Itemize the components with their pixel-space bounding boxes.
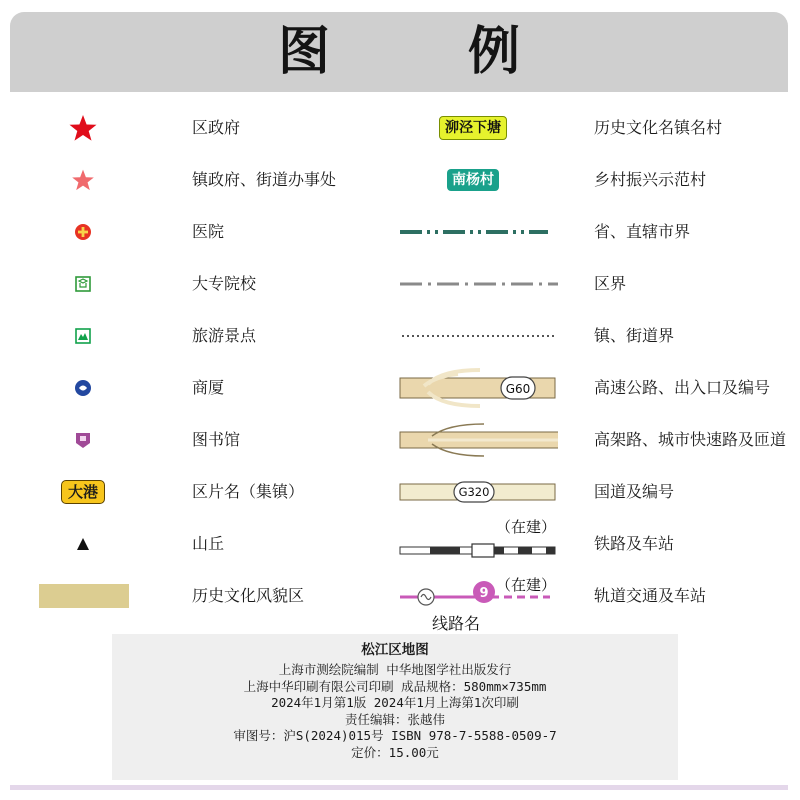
expressway-symbol <box>388 362 558 414</box>
legend-row <box>10 570 788 633</box>
expressway-code: G60 <box>505 382 531 396</box>
legend-label: 区界 <box>594 274 627 293</box>
legend-label: 铁路及车站 <box>594 534 675 553</box>
legend-label: 旅游景点 <box>192 326 257 345</box>
imprint-line: 2024年1月第1版 2024年1月上海第1次印刷 <box>271 695 519 710</box>
legend-label: 镇、街道界 <box>594 326 675 345</box>
legend-label: 山丘 <box>192 534 225 553</box>
imprint-line: 上海中华印刷有限公司印刷 成品规格：580mm×735mm <box>243 678 547 694</box>
legend-label: 镇政府、街道办事处 <box>192 170 337 189</box>
railway-note: （在建） <box>495 518 557 536</box>
imprint-line: 定价：15.00元 <box>351 744 439 760</box>
imprint-line: 上海市测绘院编制 中华地图学社出版发行 <box>278 662 512 677</box>
legend-label: 大专院校 <box>192 274 257 293</box>
imprint-line: 审图号：沪S(2024)015号 ISBN 978-7-5588-0509-7 <box>233 728 557 743</box>
red-star-icon <box>38 102 128 154</box>
legend-label: 医院 <box>192 222 225 241</box>
legend-row <box>10 154 788 206</box>
legend-label: 高速公路、出入口及编号 <box>594 378 771 397</box>
model-village-sample <box>388 154 558 206</box>
railway-symbol <box>388 518 558 570</box>
legend-row <box>10 258 788 310</box>
legend-row <box>10 102 788 154</box>
legend-label: 商厦 <box>192 378 225 397</box>
legend-label: 高架路、城市快速路及匝道 <box>594 430 787 449</box>
legend-row <box>10 206 788 258</box>
legend-label: 省、直辖市界 <box>594 222 691 241</box>
hospital-icon <box>38 206 128 258</box>
mall-icon <box>38 362 128 414</box>
legend-row <box>10 414 788 466</box>
legend-title: 图 例 <box>277 21 581 82</box>
district-name-sample <box>38 466 128 518</box>
district-boundary-line <box>388 258 558 310</box>
legend-header <box>10 12 788 92</box>
district-name-text: 大港 <box>61 480 105 504</box>
province-boundary-line <box>388 206 558 258</box>
metro-line-number: 9 <box>479 586 489 601</box>
library-icon <box>38 414 128 466</box>
metro-note: （在建） <box>495 576 557 594</box>
legend-label: 区政府 <box>192 118 241 137</box>
legend-label: 历史文化名镇名村 <box>594 118 723 137</box>
legend-label: 历史文化风貌区 <box>192 586 305 605</box>
model-village-text: 南杨村 <box>447 169 499 191</box>
imprint-box <box>112 634 678 780</box>
historic-town-text: 泖泾下塘 <box>439 116 507 140</box>
imprint-title: 松江区地图 <box>361 642 429 658</box>
elevated-road-symbol <box>388 414 558 466</box>
national-road-symbol <box>388 466 558 518</box>
historic-area-swatch <box>36 570 132 622</box>
scenic-spot-icon <box>38 310 128 362</box>
legend-label: 区片名（集镇） <box>192 482 305 501</box>
pink-star-icon <box>38 154 128 206</box>
legend-label: 乡村振兴示范村 <box>594 170 707 189</box>
metro-symbol <box>388 570 558 636</box>
legend-label: 轨道交通及车站 <box>594 586 707 605</box>
legend-row <box>10 362 788 414</box>
legend-label: 图书馆 <box>192 430 241 449</box>
town-boundary-line <box>388 310 558 362</box>
legend-row <box>10 466 788 518</box>
legend-row <box>10 518 788 570</box>
legend-card <box>10 12 788 790</box>
national-road-code: G320 <box>458 485 490 499</box>
hill-icon <box>38 518 128 570</box>
metro-line-caption: 线路名 <box>431 614 481 633</box>
legend-row <box>10 310 788 362</box>
legend-label: 国道及编号 <box>594 482 675 501</box>
college-icon <box>38 258 128 310</box>
bottom-map-edge <box>10 785 788 790</box>
historic-town-sample <box>388 102 558 154</box>
imprint-line: 责任编辑：张越伟 <box>344 711 445 727</box>
